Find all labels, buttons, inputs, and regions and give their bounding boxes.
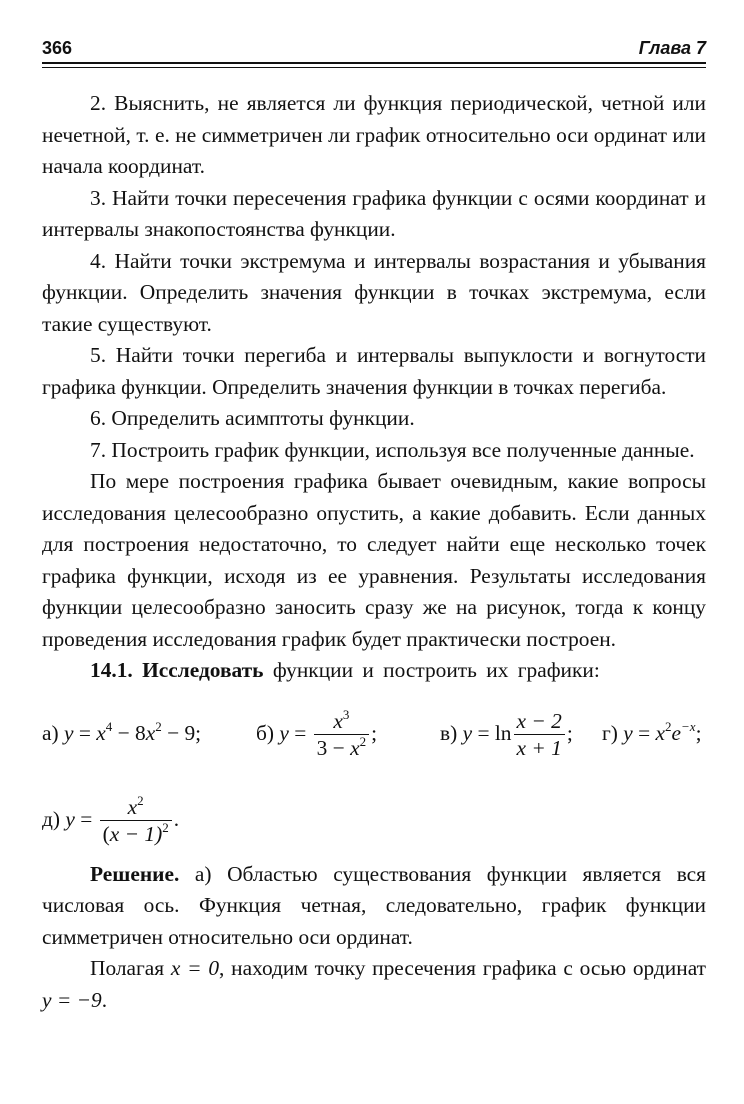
chapter-title: Глава 7 xyxy=(638,38,706,58)
formula-a: а) $y = x^4 - 8x^2 - 9$; xyxy=(42,718,202,745)
solution-paragraph xyxy=(42,859,706,954)
note-paragraph: По мере построения графика бывает очевидным, какие вопросы исследования целесообразно опустить, а какие добавить. Если данных для построения недостаточно, то следует найти еще несколько точек графика функции, исходя из ее уравнения. Результаты исследования функции целесообразно заносить сразу же на рисунок, тогда к концу проведения исследования график будет практически построен. xyxy=(42,469,706,651)
step-6: 6. Определить асимптоты функции. xyxy=(90,406,415,430)
formula-b: б) y = $\frac{x^3}{3 - x^2}$ ; xyxy=(256,707,378,761)
step-7: 7. Построить график функции, используя все полученные данные. xyxy=(90,437,695,462)
solution-text: а) Областью существования функции является вся числовая ось. Функция четная, следовательно, график функции симметричен относительно оси ординат. xyxy=(42,861,706,949)
page-body xyxy=(42,88,706,1016)
step-5: 5. Найти точки перегиба и интервалы выпуклости и вогнутости графика функции. Определить значения функции в точках перегиба. xyxy=(42,343,706,399)
page-header xyxy=(42,34,706,64)
fraction-c: $\frac{x - 2}{x + 1}$ xyxy=(514,708,565,761)
page-number: 366 xyxy=(42,38,73,58)
formula-d: г) $y = x^2e^{-x}$; xyxy=(602,718,702,745)
formula-e: д) y = $\frac{x^2}{(x - 1)^2}$ . xyxy=(42,793,180,847)
header-rule-thick xyxy=(42,62,706,64)
task-bold-text: Исследовать xyxy=(142,658,264,682)
step-2: 2. Выяснить, не является ли функция периодической, четной или нечетной, т. е. не симметричен ли график относительно оси ординат или начала координат. xyxy=(42,91,706,178)
fraction-e: $\frac{x^2}{(x - 1)^2}$ xyxy=(100,794,172,847)
step-4: 4. Найти точки экстремума и интервалы возрастания и убывания функции. Определить значения функции в точках экстремума, если такие существуют. xyxy=(42,248,706,336)
formula-row-2 xyxy=(42,779,706,859)
task-heading xyxy=(42,655,706,687)
step-3: 3. Найти точки пересечения графика функции с осями координат и интервалы знакопостоянства функции. xyxy=(42,185,706,241)
task-text: функции и построить их графики: xyxy=(263,658,600,682)
solution-label: Решение. xyxy=(90,861,180,886)
header-rule-thin xyxy=(42,67,706,68)
formula-c: в) y = ln $\frac{x - 2}{x + 1}$ ; xyxy=(440,709,573,761)
math-x-eq-0: x = 0 xyxy=(170,956,220,980)
task-number: 14.1. xyxy=(90,658,133,682)
math-y-eq-minus-9: y = −9 xyxy=(42,987,102,1012)
last-paragraph: Полагая x = 0, находим точку пресечения графика с осью ординат y = −9. xyxy=(42,956,706,1012)
fraction-b: $\frac{x^3}{3 - x^2}$ xyxy=(314,708,369,761)
formula-row xyxy=(42,693,706,773)
